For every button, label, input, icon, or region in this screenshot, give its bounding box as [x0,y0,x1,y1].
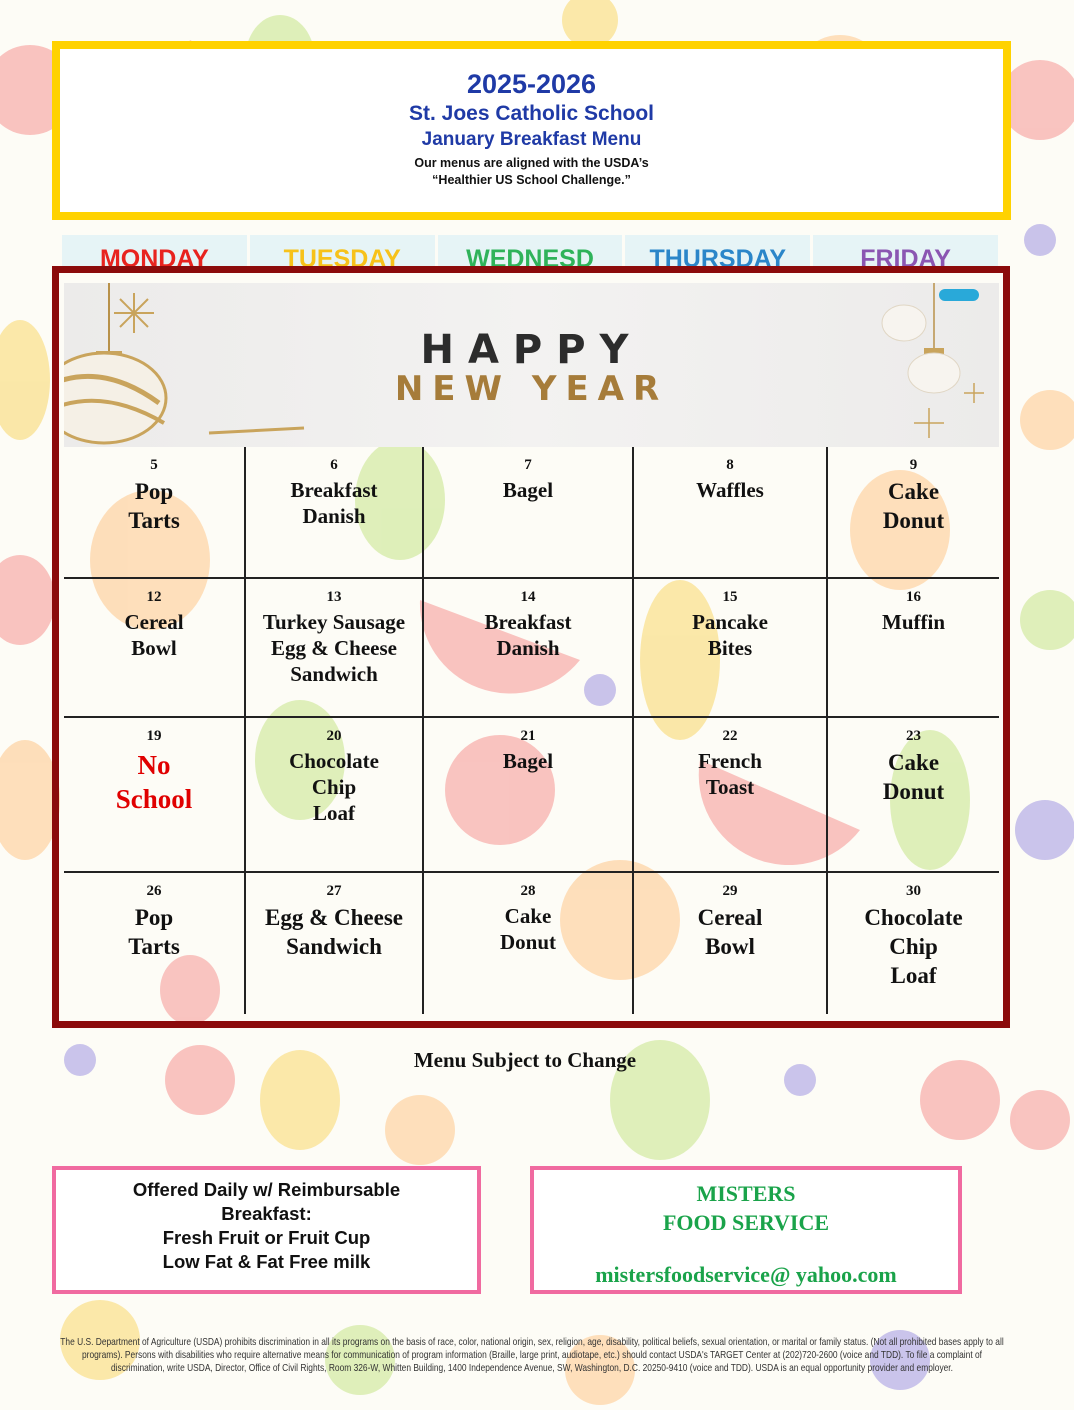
banner-happy: HAPPY [420,327,643,373]
menu-item-line: Chip [311,775,357,799]
day-number: 8 [726,457,734,473]
menu-item-line: Sandwich [290,662,378,686]
offered-line1: Offered Daily w/ Reimbursable [132,1179,401,1200]
day-number: 5 [150,457,158,473]
day-number: 14 [520,589,536,605]
calendar-day-29 [634,873,828,1014]
day-monday: MONDAY [62,235,247,267]
day-number: 20 [326,728,342,744]
day-number: 29 [722,883,738,899]
menu-item-line: No [137,750,171,780]
menu-item-line: Waffles [696,478,764,502]
day-number: 12 [146,589,162,605]
menu-item-line: Bowl [131,636,177,660]
menu-item-line: Toast [705,775,755,799]
menu-item-line: Egg & Cheese [271,636,397,660]
menu-item-line: Sandwich [286,934,382,959]
food-service-box [530,1166,962,1294]
menu-item-line: Cake [504,904,552,928]
menu-header [52,41,1011,220]
banner-new-year: NEW YEAR [394,369,669,409]
banner-tag-icon [939,289,979,301]
calendar-day-19 [64,718,246,873]
calendar-day-27 [246,873,424,1014]
school-year: 2025-2026 [466,69,597,99]
menu-item-line: Loaf [313,801,355,825]
menu-item-line: Chip [889,934,938,959]
menu-item-line: Donut [499,930,557,954]
menu-item-line: Bagel [502,478,554,502]
calendar-day-5 [64,447,246,579]
day-number: 7 [524,457,532,473]
happy-new-year-banner [64,283,999,447]
usda-note-line1: Our menus are aligned with the USDA’s [414,156,649,170]
food-service-email[interactable]: mistersfoodservice@ yahoo.com [595,1262,897,1287]
menu-item-line: Turkey Sausage [262,610,406,634]
day-thursday: THURSDAY [625,235,810,267]
offered-daily-box [52,1166,481,1294]
offered-line4: Low Fat & Fat Free milk [162,1251,371,1272]
menu-item-line: Loaf [890,963,937,988]
day-number: 27 [326,883,342,899]
menu-item-line: Chocolate [864,905,963,930]
day-tuesday: TUESDAY [250,235,435,267]
menu-item-line: Bagel [502,749,554,773]
menu-item-line: Breakfast [290,478,378,502]
calendar-day-16 [828,579,999,718]
day-number: 9 [909,457,918,473]
day-wednesday: WEDNESD [438,235,623,267]
menu-item-line: Cake [887,750,940,775]
menu-item-line: Breakfast [484,610,572,634]
menu-disclaimer-note: Menu Subject to Change [413,1048,637,1072]
calendar-day-12 [64,579,246,718]
menu-item-line: Danish [302,504,366,528]
day-number: 15 [722,589,738,605]
food-service-name-2: FOOD SERVICE [662,1210,830,1235]
calendar-day-30 [828,873,999,1014]
offered-line2: Breakfast: [221,1203,312,1224]
menu-item-line: Chocolate [289,749,379,773]
menu-item-line: Bites [707,636,753,660]
calendar-day-21 [424,718,634,873]
calendar-day-7 [424,447,634,579]
calendar-day-9 [828,447,999,579]
calendar-day-28 [424,873,634,1014]
calendar-day-6 [246,447,424,579]
calendar-day-13 [246,579,424,718]
day-number: 16 [906,589,921,605]
calendar-day-20 [246,718,424,873]
usda-disclaimer: The U.S. Department of Agriculture (USDA) prohibits discrimination in all its programs on the basis of race, color, national origin, sex, religion, age, disability, political beliefs, sexual orientation, or marital or family status. (Not all prohibited bases apply to all programs). Persons with disabilities who require alternative means for communication of program information (Braille, large print, audiotape, etc.) should contact USDA's TARGET Center at (202)720-2600 (voice and TDD). To file a complaint of discrimination, write USDA, Director, Office of Civil Rights, Room 326-W, Whitten Building, 1400 Independence Avenue, SW, Washington, D.C. 20250-9410 (voice and TDD). USDA is an equal opportunity provider and employer. [60,1336,1004,1374]
day-number: 30 [906,883,921,899]
menu-item-line: Pancake [692,610,768,634]
school-name: St. Joes Catholic School [408,102,655,125]
offered-line3: Fresh Fruit or Fruit Cup [162,1227,371,1248]
day-number: 21 [520,728,536,744]
menu-item-line: Egg & Cheese [265,905,403,930]
menu-item-line: Cereal [697,905,763,930]
menu-item-line: Pop [134,479,174,504]
day-number: 6 [330,457,338,473]
menu-item-line: Cake [887,479,940,504]
day-friday: FRIDAY [813,235,998,267]
menu-item-line: Donut [882,508,945,533]
calendar-day-22 [634,718,828,873]
food-service-name-1: MISTERS [696,1181,796,1206]
menu-item-line: Tarts [128,934,180,959]
day-number: 23 [906,728,921,744]
menu-item-line: Tarts [128,508,180,533]
usda-note-line2: “Healthier US School Challenge.” [432,173,631,187]
calendar-grid [64,447,999,1014]
day-number: 22 [722,728,738,744]
menu-item-line: Pop [134,905,174,930]
menu-title: January Breakfast Menu [421,129,642,150]
menu-item-line: French [698,749,762,773]
calendar-day-23 [828,718,999,873]
day-number: 13 [326,589,342,605]
usda-note [60,155,1003,189]
day-number: 19 [146,728,162,744]
menu-item-line: Donut [882,779,945,804]
day-number: 26 [146,883,162,899]
calendar-day-14 [424,579,634,718]
menu-calendar [52,266,1010,1028]
menu-item-line: Danish [496,636,560,660]
menu-item-line: School [115,784,193,814]
menu-item-line: Cereal [124,610,184,634]
weekday-header [62,235,998,267]
menu-item-line: Muffin [882,610,945,634]
day-number: 28 [520,883,536,899]
calendar-day-15 [634,579,828,718]
calendar-day-26 [64,873,246,1014]
menu-item-line: Bowl [705,934,755,959]
calendar-day-8 [634,447,828,579]
